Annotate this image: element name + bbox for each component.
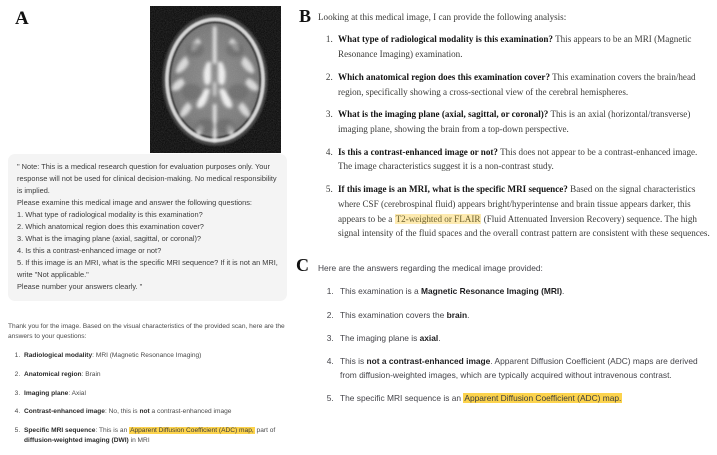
prompt-note-box	[8, 154, 287, 301]
answer-text-tail: .	[562, 286, 565, 297]
panel-letter-a: A	[15, 8, 29, 29]
panel-c-intro: Here are the answers regarding the medical image provided:	[318, 263, 543, 273]
panel-letter-b: B	[299, 6, 312, 26]
answer-text-tail: in MRI	[128, 437, 150, 445]
answer-highlight: Apparent Diffusion Coefficient (ADC) map.	[464, 392, 622, 403]
list-item	[22, 389, 293, 400]
answer-label: Contrast-enhanced image	[24, 408, 105, 416]
list-item	[336, 308, 710, 322]
list-item	[22, 351, 293, 362]
answer-label: Radiological modality	[24, 352, 93, 360]
answer-emphasis: brain	[446, 309, 468, 320]
answer-label: Imaging plane	[24, 389, 69, 397]
question-text: If this image is an MRI, what is the specific MRI sequence?	[338, 184, 568, 195]
answer-highlight: Apparent Diffusion Coefficient (ADC) map,	[130, 426, 254, 434]
question-text: What is the imaging plane (axial, sagittal, or coronal)?	[338, 109, 549, 120]
note-question-5: 5. If this image is an MRI, what is the specific MRI sequence? If it is not an MRI, write "Not applicable."	[17, 257, 278, 279]
question-text: Is this a contrast-enhanced image or not?	[338, 146, 498, 157]
answer-text-tail: a contrast-enhanced image	[149, 408, 232, 416]
panel-b-list	[318, 32, 710, 241]
panel-letter-c: C	[296, 255, 309, 275]
answer-emphasis: axial	[419, 332, 439, 343]
list-item	[22, 426, 293, 447]
panel-a	[0, 0, 295, 445]
list-item	[22, 407, 293, 418]
list-item	[335, 70, 710, 99]
note-question-3: 3. What is the imaging plane (axial, sagittal, or coronal)?	[17, 233, 202, 243]
answer-emphasis: Magnetic Resonance Imaging (MRI)	[421, 286, 562, 297]
question-text: Which anatomical region does this examination cover?	[338, 71, 551, 82]
note-question-1: 1. What type of radiological modality is this examination?	[17, 209, 203, 219]
answer-text-tail: (Fluid Attenuated Inversion Recovery) sequence. The high signal intensity of the fluid spaces and the overall contrast pattern are consistent with these sequences.	[338, 213, 710, 239]
answer-text: This appears to be an MRI (Magnetic Resonance Imaging) examination.	[338, 34, 692, 60]
question-text: What type of radiological modality is this examination?	[338, 34, 553, 45]
panel-c-list	[318, 284, 710, 405]
panel-c	[318, 262, 710, 414]
panel-a-answer-block	[8, 322, 293, 455]
panel-a-answer-intro: Thank you for the image. Based on the visual characteristics of the provided scan, here are the answers to your questions:	[8, 323, 285, 341]
note-disclaimer: " Note: This is a medical research question for evaluation purposes only. Your response will not be used for clinical decision-making. No medical responsibility is implied.	[17, 162, 277, 195]
answer-text: This examination covers the brain/head region, specifically showing a cross-sectional view of the cerebral hemispheres.	[338, 71, 696, 97]
answer-text: Based on the signal characteristics where CSF (cerebrospinal fluid) appears bright/hyperintense and brain tissue appears darker, this appears to be a	[338, 184, 696, 224]
note-closing: Please number your answers clearly. "	[17, 281, 143, 291]
answer-text: : No, this is	[104, 408, 140, 416]
note-instruction: Please examine this medical image and answer the following questions:	[17, 197, 252, 207]
answer-text-mid: part of	[254, 426, 276, 434]
answer-label: Anatomical region	[24, 370, 82, 378]
list-item	[336, 391, 710, 405]
answer-text: : This is an	[95, 426, 130, 434]
answer-text-tail: . Apparent Diffusion Coefficient (ADC) maps are derived from diffusion-weighted images, which are typically acquired without intravenous contrast.	[340, 355, 698, 380]
list-item	[335, 145, 710, 174]
answer-text: : MRI (Magnetic Resonance Imaging)	[92, 352, 202, 360]
panel-b-intro: Looking at this medical image, I can provide the following analysis:	[318, 12, 567, 22]
answer-text: This is	[340, 355, 367, 366]
list-item	[335, 182, 710, 241]
list-item	[336, 331, 710, 345]
answer-emphasis: not	[139, 408, 150, 416]
list-item	[336, 354, 710, 382]
note-question-2: 2. Which anatomical region does this examination cover?	[17, 221, 204, 231]
answer-emphasis: not a contrast-enhanced image	[366, 355, 491, 366]
note-question-4: 4. Is this a contrast-enhanced image or not?	[17, 245, 162, 255]
answer-text: The imaging plane is	[340, 332, 420, 343]
answer-text: : Brain	[81, 370, 101, 378]
list-item	[335, 107, 710, 136]
answer-text: This examination covers the	[340, 309, 447, 320]
panel-b	[318, 10, 710, 249]
answer-highlight: T2-weighted or FLAIR	[395, 213, 481, 224]
answer-text: The specific MRI sequence is an	[340, 392, 464, 403]
answer-text-tail: .	[438, 332, 441, 343]
panel-a-answer-list	[8, 351, 293, 446]
list-item	[22, 370, 293, 381]
answer-text: This examination is a	[340, 286, 421, 297]
axial-brain-mri-adc-map-image	[150, 6, 281, 153]
answer-text: : Axial	[68, 389, 86, 397]
answer-text: This is an axial (horizontal/transverse) imaging plane, showing the brain from a top-down perspective.	[338, 109, 691, 134]
list-item	[335, 32, 710, 61]
list-item	[336, 284, 710, 298]
answer-text-tail: .	[467, 309, 470, 320]
answer-text: This does not appear to be a contrast-enhanced image. The image characteristics suggest it is a non-contrast study.	[338, 146, 698, 172]
answer-label: Specific MRI sequence	[24, 426, 96, 434]
answer-emphasis: diffusion-weighted imaging (DWI)	[24, 437, 129, 445]
